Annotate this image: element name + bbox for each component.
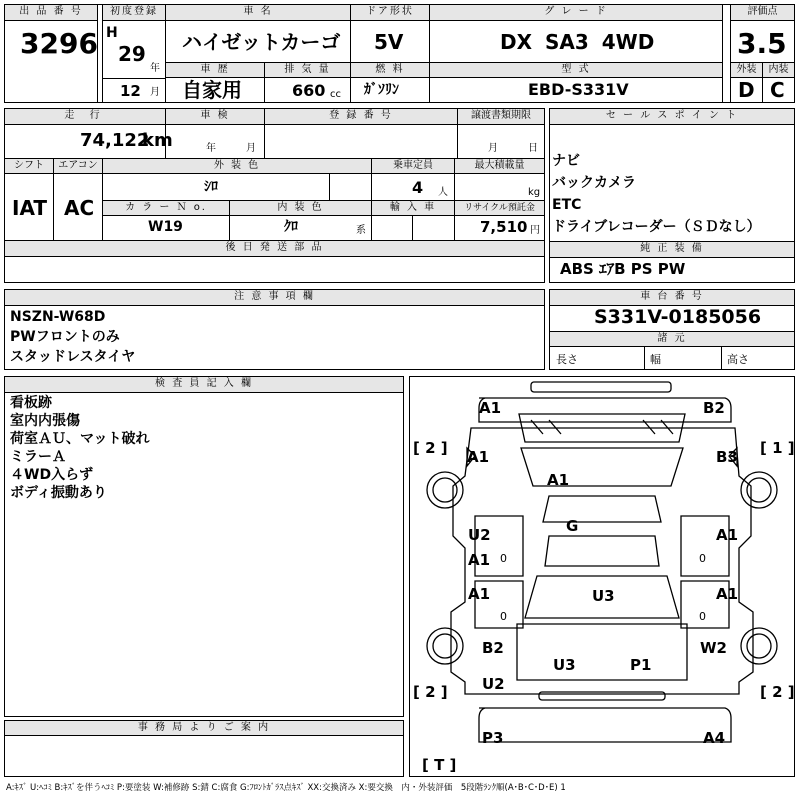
ext-color-cell-2 (329, 173, 372, 201)
car-name-label: 車 名 (165, 4, 351, 21)
damage-mark: A1 (468, 551, 491, 569)
lot-no: 3296 (20, 27, 98, 60)
int-color-cell (229, 215, 372, 241)
recycle-label: リサイクル預託金 (454, 200, 545, 216)
office-cell (4, 735, 404, 777)
insp-year-unit: 年 (206, 143, 216, 154)
length-label: 長さ (556, 353, 578, 366)
note-line-1: NSZN-W68D (10, 309, 106, 325)
lot-no-label: 出 品 番 号 (4, 4, 98, 21)
spec-label: 諸 元 (549, 331, 795, 347)
inspector-line-6: ボディ振動あり (10, 485, 107, 501)
inspection-label: 車 検 (165, 108, 265, 125)
era: H (106, 25, 118, 41)
door: 5V (374, 30, 404, 54)
transfer-label: 譲渡書類期限 (457, 108, 545, 125)
color-no-label: カ ラ ー Ｎ o. (102, 200, 230, 216)
tyre-label: [ 2 ] (760, 683, 795, 701)
grade: DX SA3 4WD (500, 30, 655, 54)
sales-points-label: セ ー ル ス ポ イ ン ト (549, 108, 795, 125)
later-parts-label: 後 日 発 送 部 品 (4, 240, 545, 257)
fuel-label: 燃 料 (350, 62, 430, 78)
damage-mark: A1 (467, 448, 490, 466)
history: 自家用 (182, 78, 242, 102)
reg-no-cell (264, 124, 458, 159)
ext-color: ｼﾛ (204, 179, 218, 195)
recycle: 7,510 (480, 218, 528, 236)
sales-point-2: バックカメラ (552, 175, 636, 191)
tyre-label: [ 2 ] (413, 683, 448, 701)
fuel: ｶﾞｿﾘﾝ (364, 82, 399, 98)
tyre-label: [ 2 ] (413, 439, 448, 457)
int-color-unit: 系 (356, 225, 366, 236)
exterior: D (738, 78, 755, 102)
model-label: 型 式 (429, 62, 723, 78)
year-unit: 年 (150, 63, 160, 74)
score: 3.5 (737, 27, 787, 60)
aircon: AC (64, 196, 95, 220)
later-parts-cell (4, 256, 545, 283)
note-line-3: スタッドレスタイヤ (10, 349, 136, 365)
displacement-unit: cc (330, 89, 341, 100)
score-label: 評価点 (730, 4, 795, 21)
displacement-label: 排 気 量 (264, 62, 351, 78)
legend: A:ｷｽﾞ U:ﾍｺﾐ B:ｷｽﾞを伴うﾍｺﾐ P:要塗装 W:補修跡 S:錆 C:腐食 G:ﾌﾛﾝﾄｶﾞﾗｽ点ｷｽﾞ XX:交換済み X:要交換 内・外装評価 5段階ﾗﾝｸ順(A･B･C･D･E) 1 (6, 783, 566, 793)
first-reg-label: 初度登録 (102, 4, 166, 21)
capacity-unit: 人 (438, 187, 448, 198)
damage-mark: B2 (482, 639, 504, 657)
tyre-label: [ T ] (422, 756, 457, 774)
office-label: 事 務 局 よ り ご 案 内 (4, 720, 404, 736)
note-line-2: PWフロントのみ (10, 329, 120, 345)
door-label: ドア形状 (350, 4, 430, 21)
ext-color-label: 外 装 色 (102, 158, 372, 174)
damage-mark: A1 (716, 585, 739, 603)
int-color: ｸﾛ (284, 219, 298, 235)
damage-mark: P3 (482, 729, 504, 747)
month-unit: 月 (150, 87, 160, 98)
color-no: W19 (148, 219, 183, 235)
reg-year: 29 (118, 42, 146, 66)
damage-mark: B3 (716, 448, 738, 466)
sales-point-1: ナビ (552, 153, 580, 169)
car-name: ハイゼットカーゴ (182, 30, 341, 54)
insp-month-unit: 月 (246, 143, 256, 154)
damage-mark: U2 (468, 526, 491, 544)
shift-label: シフト (4, 158, 54, 174)
mileage-label: 走 行 (4, 108, 166, 125)
sales-point-4: ドライブレコーダー（ＳＤなし） (552, 219, 761, 235)
inspector-line-4: ミラーＡ (10, 449, 66, 465)
genuine-label: 純 正 装 備 (549, 241, 795, 258)
chassis-label: 車 台 番 号 (549, 289, 795, 306)
genuine-value: ABS ｴｱB PS PW (560, 260, 686, 278)
height-label: 高さ (727, 353, 749, 366)
chassis-value: S331V-0185056 (594, 306, 762, 328)
damage-mark: B2 (703, 399, 725, 417)
shift: IAT (12, 196, 48, 220)
damage-mark: A1 (468, 585, 491, 603)
recycle-unit: 円 (530, 225, 540, 236)
tread-mark: 0 (500, 610, 507, 623)
transfer-month-unit: 月 (488, 143, 498, 154)
damage-mark: A1 (716, 526, 739, 544)
max-load-unit: kg (528, 187, 541, 198)
tyre-label: [ 1 ] (760, 439, 795, 457)
import-label: 輸 入 車 (371, 200, 455, 216)
inspector-label: 検 査 員 記 入 欄 (4, 376, 404, 393)
damage-mark: A1 (547, 471, 570, 489)
damage-mark: U2 (482, 675, 505, 693)
mileage: 74,122 (80, 130, 150, 151)
history-label: 車 歴 (165, 62, 265, 78)
transfer-day-unit: 日 (528, 143, 538, 154)
model: EBD-S331V (528, 80, 629, 99)
reg-no-label: 登 録 番 号 (264, 108, 458, 125)
damage-mark: A4 (703, 729, 726, 747)
tread-mark: 0 (699, 552, 706, 565)
int-color-label: 内 装 色 (229, 200, 372, 216)
width-label: 幅 (650, 353, 661, 366)
tread-mark: 0 (699, 610, 706, 623)
inspector-line-2: 室内内張傷 (10, 413, 80, 429)
aircon-label: エアコン (53, 158, 103, 174)
max-load-label: 最大積載量 (454, 158, 545, 174)
sales-point-3: ETC (552, 197, 582, 213)
damage-mark: P1 (630, 656, 652, 674)
damage-mark: U3 (592, 587, 615, 605)
grade-label: グ レ ー ド (429, 4, 723, 21)
capacity: 4 (412, 178, 424, 197)
notes-label: 注 意 事 項 欄 (4, 289, 545, 306)
inspector-line-5: ４WD入らず (10, 467, 94, 483)
damage-mark: G (566, 517, 579, 535)
damage-mark: W2 (700, 639, 727, 657)
damage-mark: A1 (479, 399, 502, 417)
exterior-label: 外装 (730, 62, 763, 78)
inspector-line-3: 荷室ＡＵ、マット破れ (10, 431, 150, 447)
mileage-unit: km (142, 130, 173, 151)
reg-month: 12 (120, 82, 141, 100)
import-cell (371, 215, 413, 241)
interior: C (770, 78, 785, 102)
tread-mark: 0 (500, 552, 507, 565)
car-diagram (409, 376, 795, 777)
displacement: 660 (292, 81, 326, 100)
first-reg-divider (102, 78, 166, 79)
interior-label: 内装 (762, 62, 795, 78)
import-cell-2 (412, 215, 455, 241)
capacity-label: 乗車定員 (371, 158, 455, 174)
damage-mark: U3 (553, 656, 576, 674)
inspector-line-1: 看板跡 (10, 395, 52, 411)
